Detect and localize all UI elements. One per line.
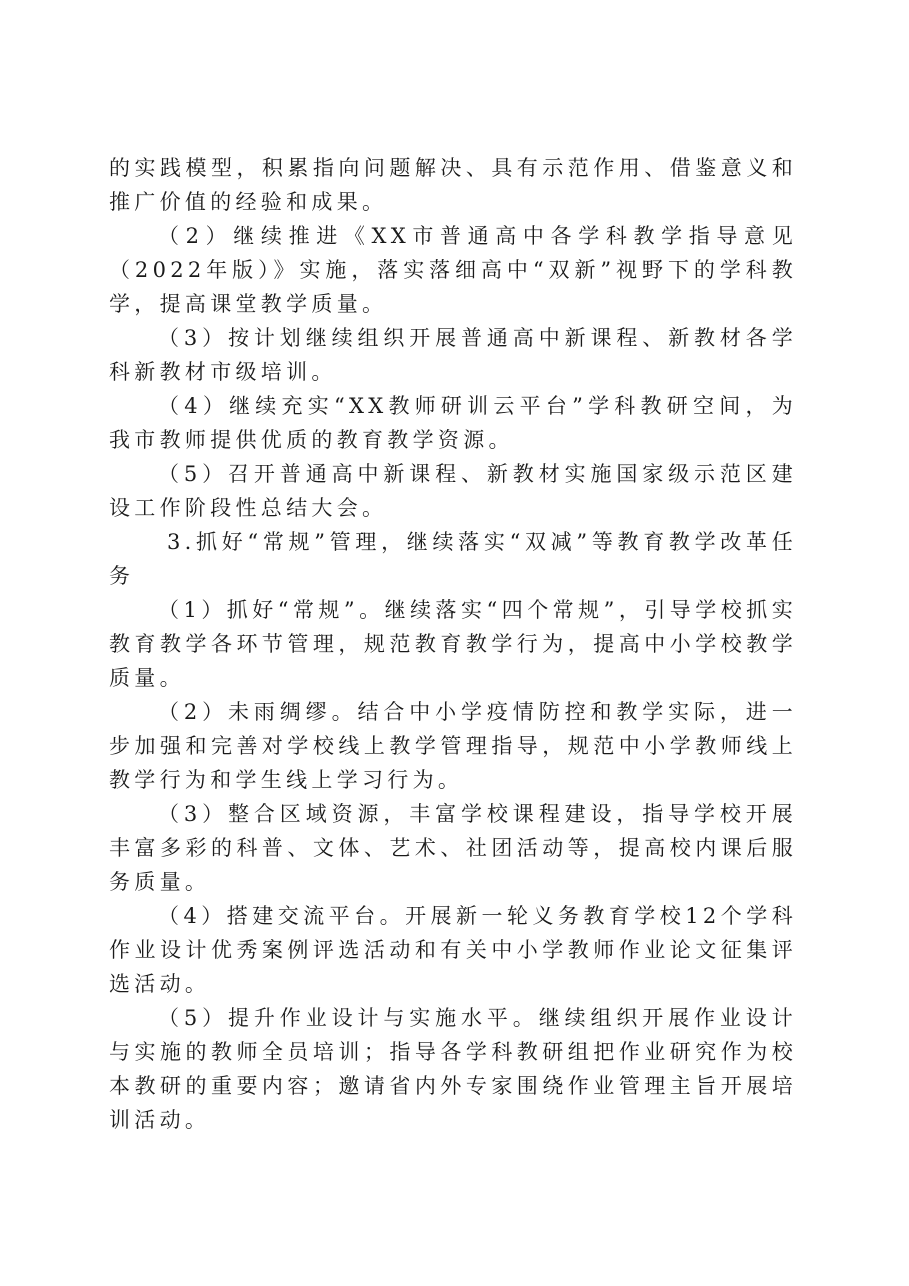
- paragraph-subitem-5: （5）提升作业设计与实施水平。继续组织开展作业设计与实施的教师全员培训；指导各学科教研组把作业研究作为校本教研的重要内容；邀请省内外专家围绕作业管理主旨开展培训活动。: [109, 1006, 797, 1132]
- paragraph-continuation: 的实践模型，积累指向问题解决、具有示范作用、借鉴意义和推广价值的经验和成果。: [109, 156, 797, 214]
- paragraph-item-2: （2）继续推进《XX市普通高中各学科教学指导意见（2022年版）》实施，落实落细高中“双新”视野下的学科教学，提高课堂教学质量。: [109, 224, 797, 316]
- paragraph-subitem-1: （1）抓好“常规”。继续落实“四个常规”，引导学校抓实教育教学各环节管理，规范教育教学行为，提高中小学校教学质量。: [109, 598, 797, 690]
- paragraph-item-3: （3）按计划继续组织开展普通高中新课程、新教材各学科新教材市级培训。: [109, 326, 797, 384]
- paragraph-subitem-2: （2）未雨绸缪。结合中小学疫情防控和教学实际，进一步加强和完善对学校线上教学管理指导，规范中小学教师线上教学行为和学生线上学习行为。: [109, 700, 797, 792]
- paragraph-subitem-3: （3）整合区域资源，丰富学校课程建设，指导学校开展丰富多彩的科普、文体、艺术、社团活动等，提高校内课后服务质量。: [109, 802, 797, 894]
- paragraph-item-4: （4）继续充实“XX教师研训云平台”学科教研空间，为我市教师提供优质的教育教学资源。: [109, 394, 797, 452]
- paragraph-subitem-4: （4）搭建交流平台。开展新一轮义务教育学校12个学科作业设计优秀案例评选活动和有关中小学教师作业论文征集评选活动。: [109, 904, 797, 996]
- paragraph-item-5: （5）召开普通高中新课程、新教材实施国家级示范区建设工作阶段性总结大会。: [109, 462, 797, 520]
- document-body: [109, 151, 797, 1137]
- section-heading-3: 3.抓好“常规”管理，继续落实“双减”等教育教学改革任务: [109, 530, 797, 588]
